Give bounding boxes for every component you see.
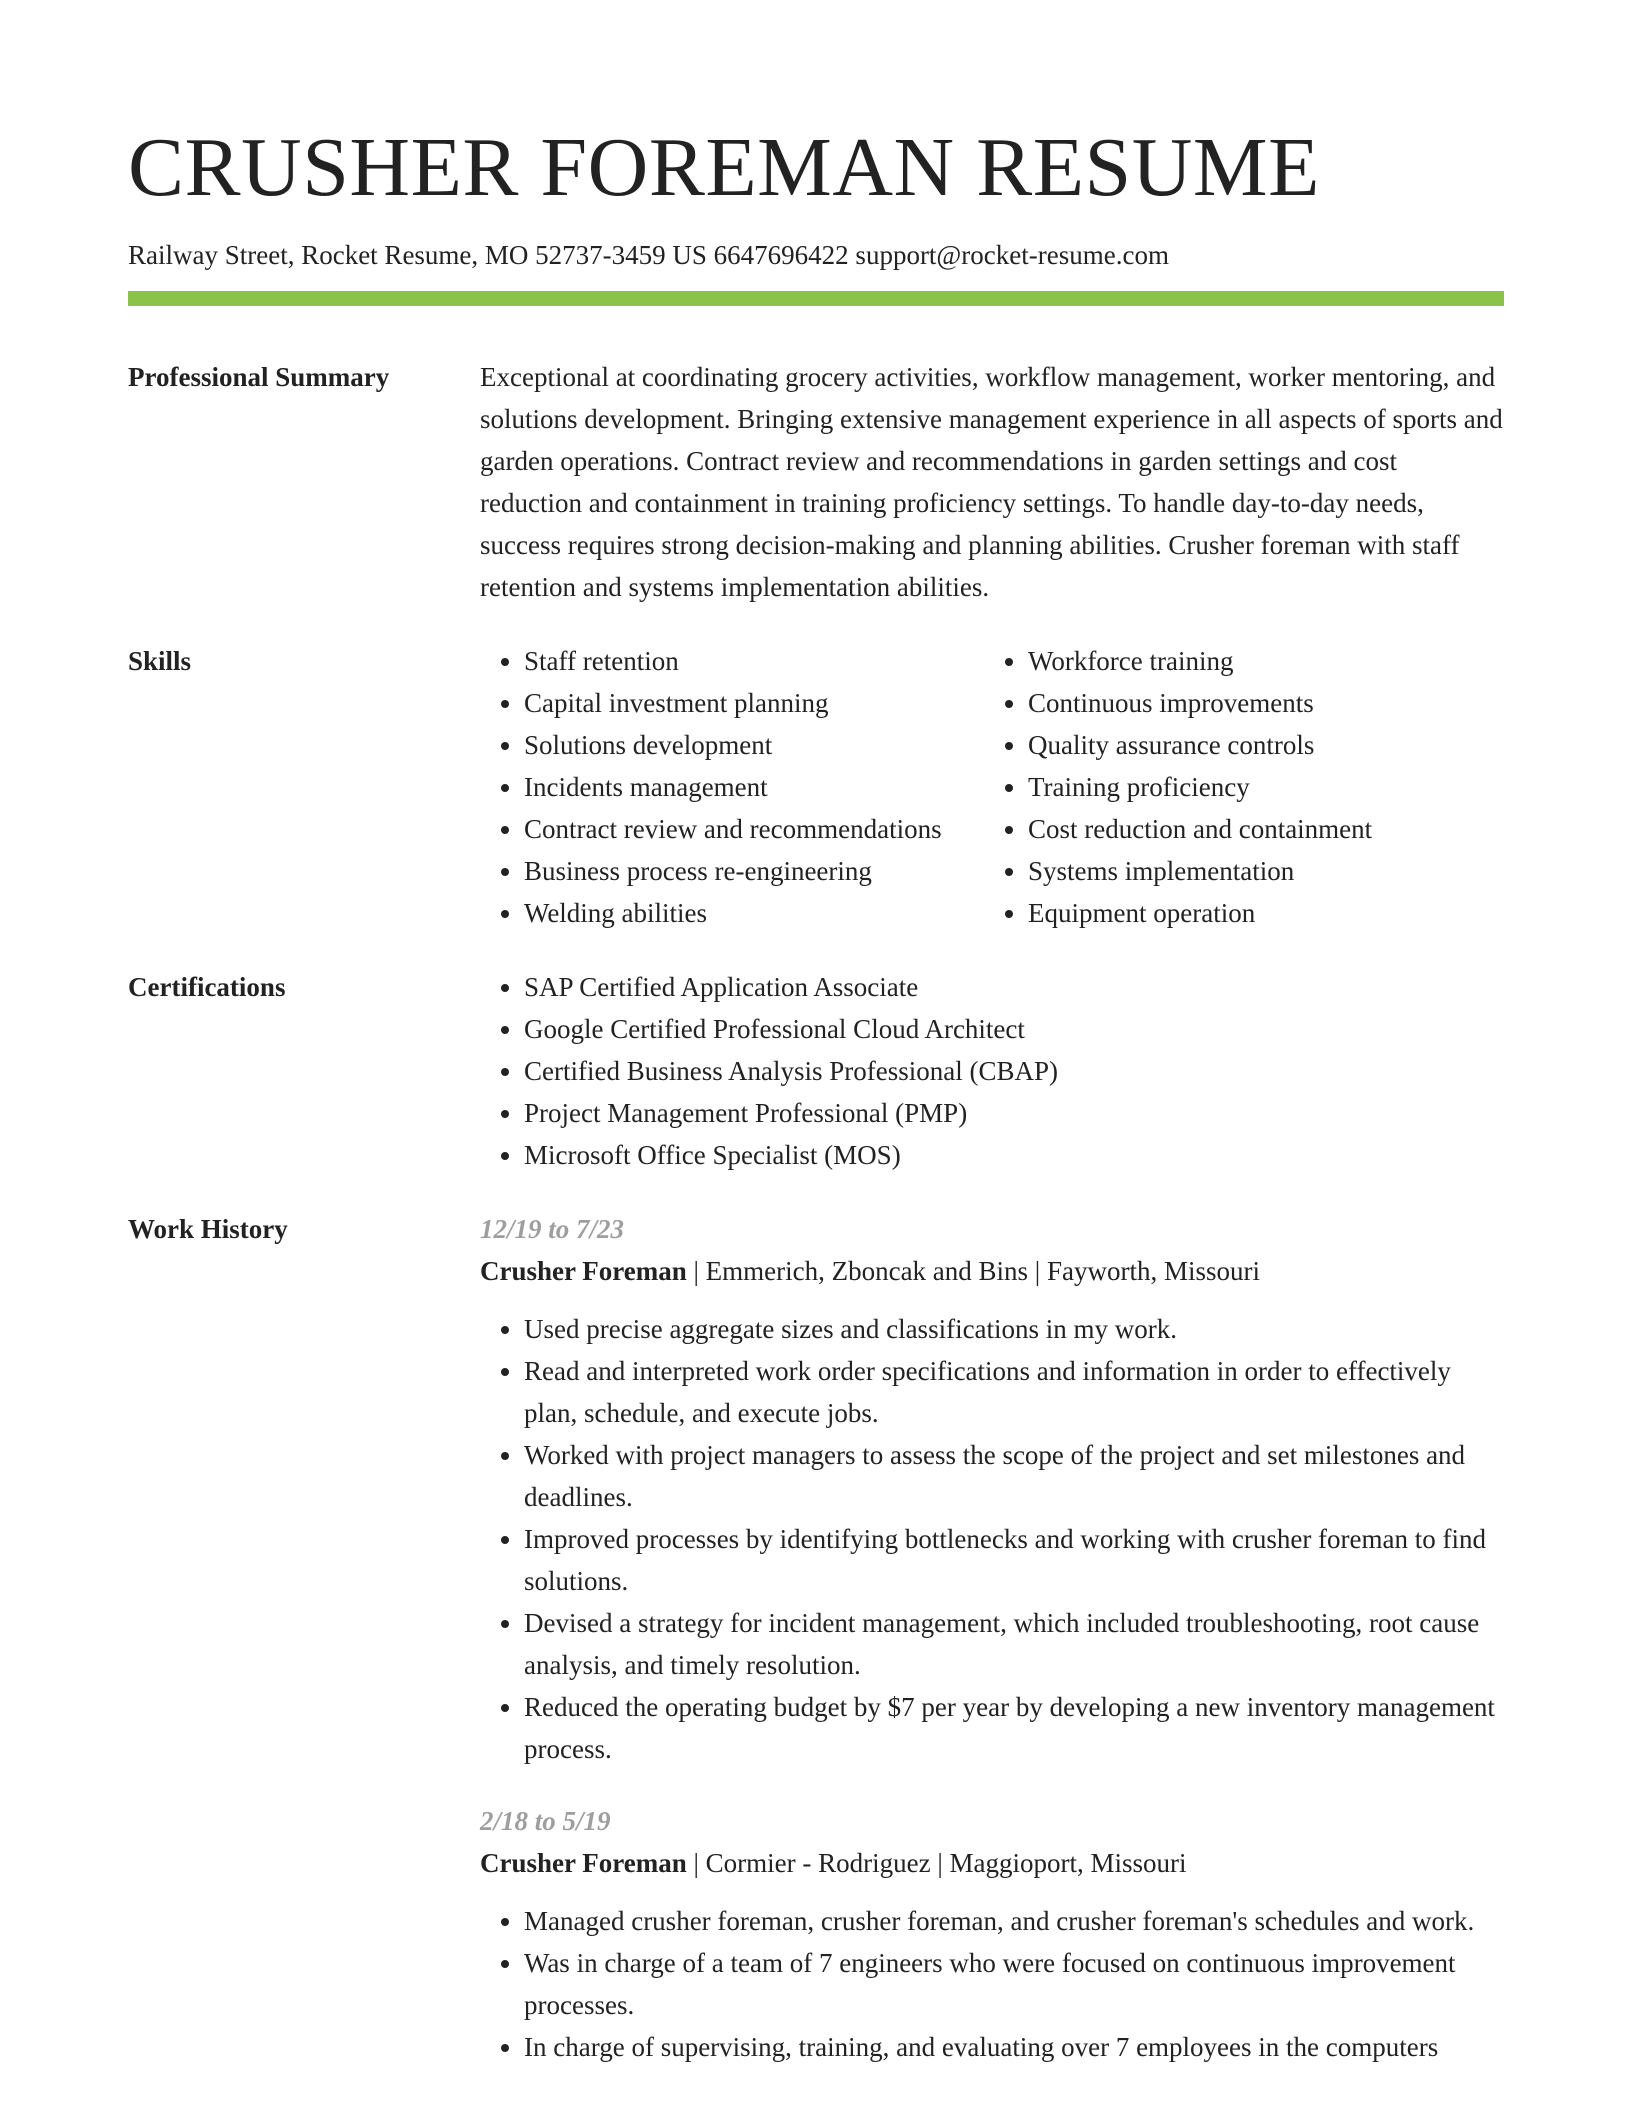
job-bullet: • Worked with project managers to assess the scope of the project and set milestones and deadlines.	[524, 1434, 1504, 1518]
job-bullet: • Read and interpreted work order specifications and information in order to effectively plan, schedule, and execute jobs.	[524, 1350, 1504, 1434]
resume-page	[128, 0, 1504, 2068]
section-title-certifications: Certifications	[128, 972, 286, 1002]
skill-item: • Training proficiency	[1028, 766, 1372, 808]
accent-divider	[128, 291, 1504, 306]
certification-item: • Certified Business Analysis Professional (CBAP)	[524, 1050, 1504, 1092]
job-bullet: • In charge of supervising, training, and evaluating over 7 employees in the computers	[524, 2026, 1504, 2068]
certification-item: • Microsoft Office Specialist (MOS)	[524, 1134, 1504, 1176]
job-bullet: • Used precise aggregate sizes and classifications in my work.	[524, 1308, 1504, 1350]
job-dates: 12/19 to 7/23	[480, 1214, 625, 1244]
skills-list-right	[984, 640, 1372, 934]
work-history-body	[480, 1208, 1504, 2068]
job-details: | Emmerich, Zboncak and Bins | Fayworth, Missouri	[686, 1256, 1260, 1286]
work-history-section	[128, 1208, 1504, 2068]
skill-item: • Equipment operation	[1028, 892, 1372, 934]
skills-section	[128, 640, 1504, 934]
skill-item: • Cost reduction and containment	[1028, 808, 1372, 850]
skills-list-left	[480, 640, 984, 934]
skill-item: • Systems implementation	[1028, 850, 1372, 892]
job-entry	[480, 1800, 1504, 2068]
job-bullet: • Was in charge of a team of 7 engineers who were focused on continuous improvement processes.	[524, 1942, 1504, 2026]
certification-item: • Project Management Professional (PMP)	[524, 1092, 1504, 1134]
summary-text: Exceptional at coordinating grocery activities, workflow management, worker mentoring, and solutions development. Bringing extensive management experience in all aspects of sports and garden operations. Contract review and recommendations in garden settings and cost reduction and containment in training proficiency settings. To handle day-to-day needs, success requires strong decision-making and planning abilities. Crusher foreman with staff retention and systems implementation abilities.	[480, 362, 1503, 602]
skill-item: • Contract review and recommendations	[524, 808, 984, 850]
section-title-work-history: Work History	[128, 1214, 288, 1244]
certification-item: • SAP Certified Application Associate	[524, 966, 1504, 1008]
skill-item: • Incidents management	[524, 766, 984, 808]
skill-item: • Staff retention	[524, 640, 984, 682]
skill-item: • Business process re-engineering	[524, 850, 984, 892]
job-bullet: • Reduced the operating budget by $7 per year by developing a new inventory management process.	[524, 1686, 1504, 1770]
job-entry	[480, 1208, 1504, 1770]
job-bullet: • Managed crusher foreman, crusher foreman, and crusher foreman's schedules and work.	[524, 1900, 1504, 1942]
job-dates: 2/18 to 5/19	[480, 1806, 611, 1836]
skill-item: • Quality assurance controls	[1028, 724, 1372, 766]
contact-line: Railway Street, Rocket Resume, MO 52737-3459 US 6647696422 support@rocket-resume.com	[128, 240, 1169, 270]
job-bullet: • Improved processes by identifying bottlenecks and working with crusher foreman to find solutions.	[524, 1518, 1504, 1602]
certifications-body	[480, 966, 1504, 1176]
section-title-skills: Skills	[128, 646, 192, 676]
professional-summary-section	[128, 356, 1504, 608]
certifications-section	[128, 966, 1504, 1176]
job-title: Crusher Foreman	[480, 1848, 687, 1878]
job-bullet-list	[480, 1900, 1504, 2068]
skill-item: • Capital investment planning	[524, 682, 984, 724]
job-heading	[480, 1842, 1504, 1884]
skill-item: • Continuous improvements	[1028, 682, 1372, 724]
skill-item: • Workforce training	[1028, 640, 1372, 682]
job-heading	[480, 1250, 1504, 1292]
certifications-list	[480, 966, 1504, 1176]
job-bullet-list	[480, 1308, 1504, 1770]
skills-columns	[480, 640, 1504, 934]
skill-item: • Solutions development	[524, 724, 984, 766]
job-bullet: • Devised a strategy for incident management, which included troubleshooting, root cause analysis, and timely resolution.	[524, 1602, 1504, 1686]
certification-item: • Google Certified Professional Cloud Architect	[524, 1008, 1504, 1050]
job-details: | Cormier - Rodriguez | Maggioport, Missouri	[686, 1848, 1187, 1878]
section-title-summary: Professional Summary	[128, 362, 390, 392]
summary-body	[480, 356, 1504, 608]
resume-title: CRUSHER FOREMAN RESUME	[128, 121, 1320, 214]
skill-item: • Welding abilities	[524, 892, 984, 934]
job-title: Crusher Foreman	[480, 1256, 687, 1286]
